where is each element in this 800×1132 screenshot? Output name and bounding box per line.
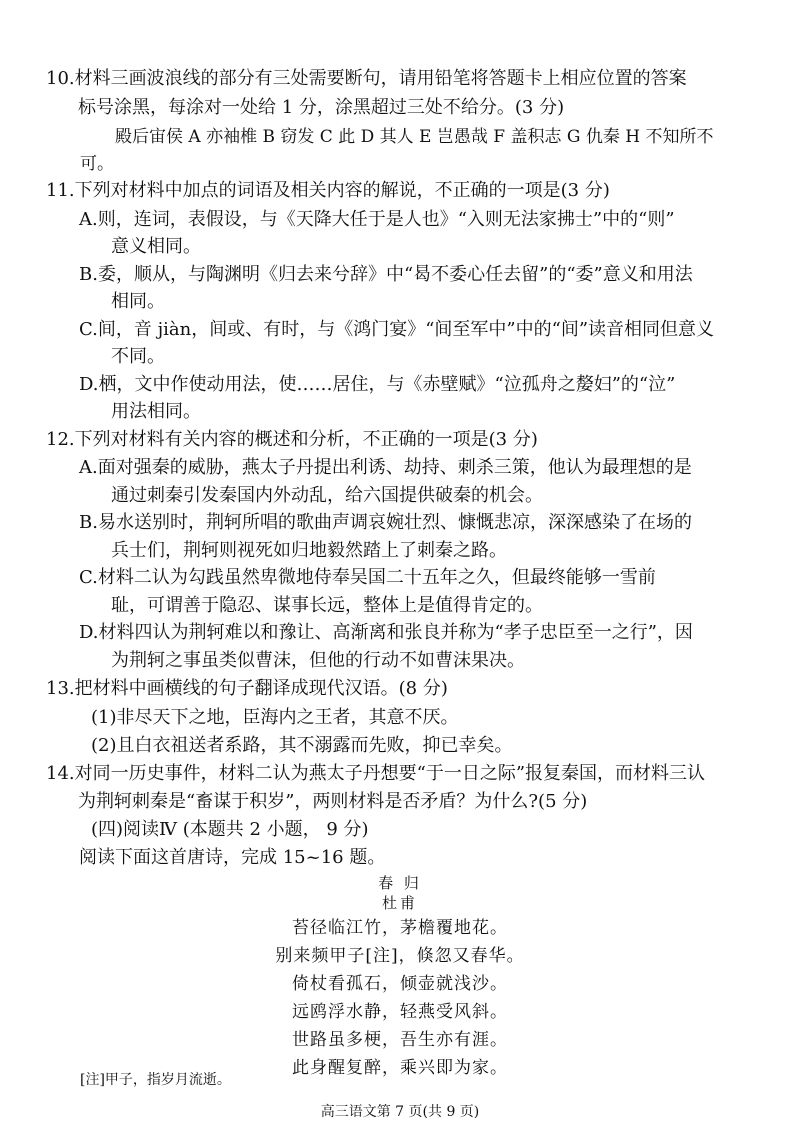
q12-option-d-line1: D.材料四认为荆轲难以和豫让、高渐离和张良并称为“孝子忠臣至一之行”，因 xyxy=(79,622,693,643)
q12-option-b-line2: 兵士们，荆轲则视死如归地毅然踏上了刺秦之路。 xyxy=(111,540,507,561)
q11-option-c-line2: 不同。 xyxy=(111,346,165,367)
q14-line1: 14.对同一历史事件，材料二认为燕太子丹想要“于一日之际”报复秦国，而材料三认 xyxy=(46,763,706,784)
poem-line-5: 世路虽多梗，吾生亦有涯。 xyxy=(292,1030,508,1050)
page-footer: 高三语文第 7 页(共 9 页) xyxy=(320,1104,480,1120)
q11-option-d-line2: 用法相同。 xyxy=(111,401,201,422)
poem-line-2: 别来频甲子[注]，倏忽又春华。 xyxy=(275,946,525,966)
q13-stem: 13.把材料中画横线的句子翻译成现代汉语。(8 分) xyxy=(46,678,448,699)
q14-line2: 为荆轲刺秦是“畜谋于积岁”，两则材料是否矛盾？为什么?(5 分) xyxy=(78,791,588,812)
q12-option-b-line1: B.易水送别时，荆轲所唱的歌曲声调哀婉壮烈、慷慨悲凉，深深感染了在场的 xyxy=(79,512,692,533)
poem-author: 杜甫 xyxy=(381,894,418,912)
q12-option-c-line2: 耻，可谓善于隐忍、谋事长远，整体上是值得肯定的。 xyxy=(111,595,543,616)
q13-sentence-2: (2)且白衣祖送者系路，其不溺露而先败，抑已幸矣。 xyxy=(91,735,513,756)
q12-option-c-line1: C.材料二认为勾践虽然卑微地侍奉吴国二十五年之久，但最终能够一雪前 xyxy=(79,567,656,588)
q10-passage-line2: 可。 xyxy=(80,154,114,174)
q10-line1: 10.材料三画波浪线的部分有三处需要断句，请用铅笔将答题卡上相应位置的答案 xyxy=(46,68,687,89)
q11-option-d-line1: D.栖，文中作使动用法，使……居住，与《赤壁赋》“泣孤舟之嫠妇”的“泣” xyxy=(79,374,676,395)
poem-line-4: 远鸥浮水静，轻燕受风斜。 xyxy=(292,1002,508,1022)
q11-option-a-line1: A.则，连词，表假设，与《天降大任于是人也》“入则无法家拂士”中的“则” xyxy=(79,209,675,230)
poem-line-3: 倚杖看孤石，倾壶就浅沙。 xyxy=(292,974,508,994)
poem-note: [注]甲子，指岁月流逝。 xyxy=(80,1072,231,1088)
q11-option-a-line2: 意义相同。 xyxy=(111,236,201,257)
q10-passage-line1: 殿后宙侯 A 亦袖椎 B 窃发 C 此 D 其人 E 岂愚哉 F 盖积志 G 仇秦 H 不知所不 xyxy=(115,127,714,147)
poem-line-6: 此身醒复醉，乘兴即为家。 xyxy=(292,1058,508,1078)
q10-line2: 标号涂黑，每涂对一处给 1 分，涂黑超过三处不给分。(3 分) xyxy=(78,97,565,118)
poem-title: 春 归 xyxy=(378,874,422,892)
q11-option-c-line1: C.间，音 jiàn，间或、有时，与《鸿门宴》“间至军中”中的“间”读音相同但意义 xyxy=(79,319,715,340)
q13-sentence-1: (1)非尽天下之地，臣海内之王者，其意不厌。 xyxy=(91,707,459,728)
poem-line-1: 苔径临江竹，茅檐覆地花。 xyxy=(292,918,508,938)
section4-heading: (四)阅读Ⅳ (本题共 2 小题， 9 分) xyxy=(91,819,369,840)
q11-option-b-line2: 相同。 xyxy=(111,291,165,312)
q12-option-a-line1: A.面对强秦的威胁，燕太子丹提出利诱、劫持、刺杀三策，他认为最理想的是 xyxy=(79,457,692,478)
q12-option-a-line2: 通过刺秦引发秦国内外动乱，给六国提供破秦的机会。 xyxy=(111,485,543,506)
q11-option-b-line1: B.委，顺从，与陶渊明《归去来兮辞》中“曷不委心任去留”的“委”意义和用法 xyxy=(79,264,693,285)
q11-stem: 11.下列对材料中加点的词语及相关内容的解说，不正确的一项是(3 分) xyxy=(46,180,610,201)
section4-intro: 阅读下面这首唐诗，完成 15~16 题。 xyxy=(79,847,386,868)
q12-option-d-line2: 为荆轲之事虽类似曹沫，但他的行动不如曹沫果决。 xyxy=(111,650,525,671)
q12-stem: 12.下列对材料有关内容的概述和分析，不正确的一项是(3 分) xyxy=(46,429,538,450)
